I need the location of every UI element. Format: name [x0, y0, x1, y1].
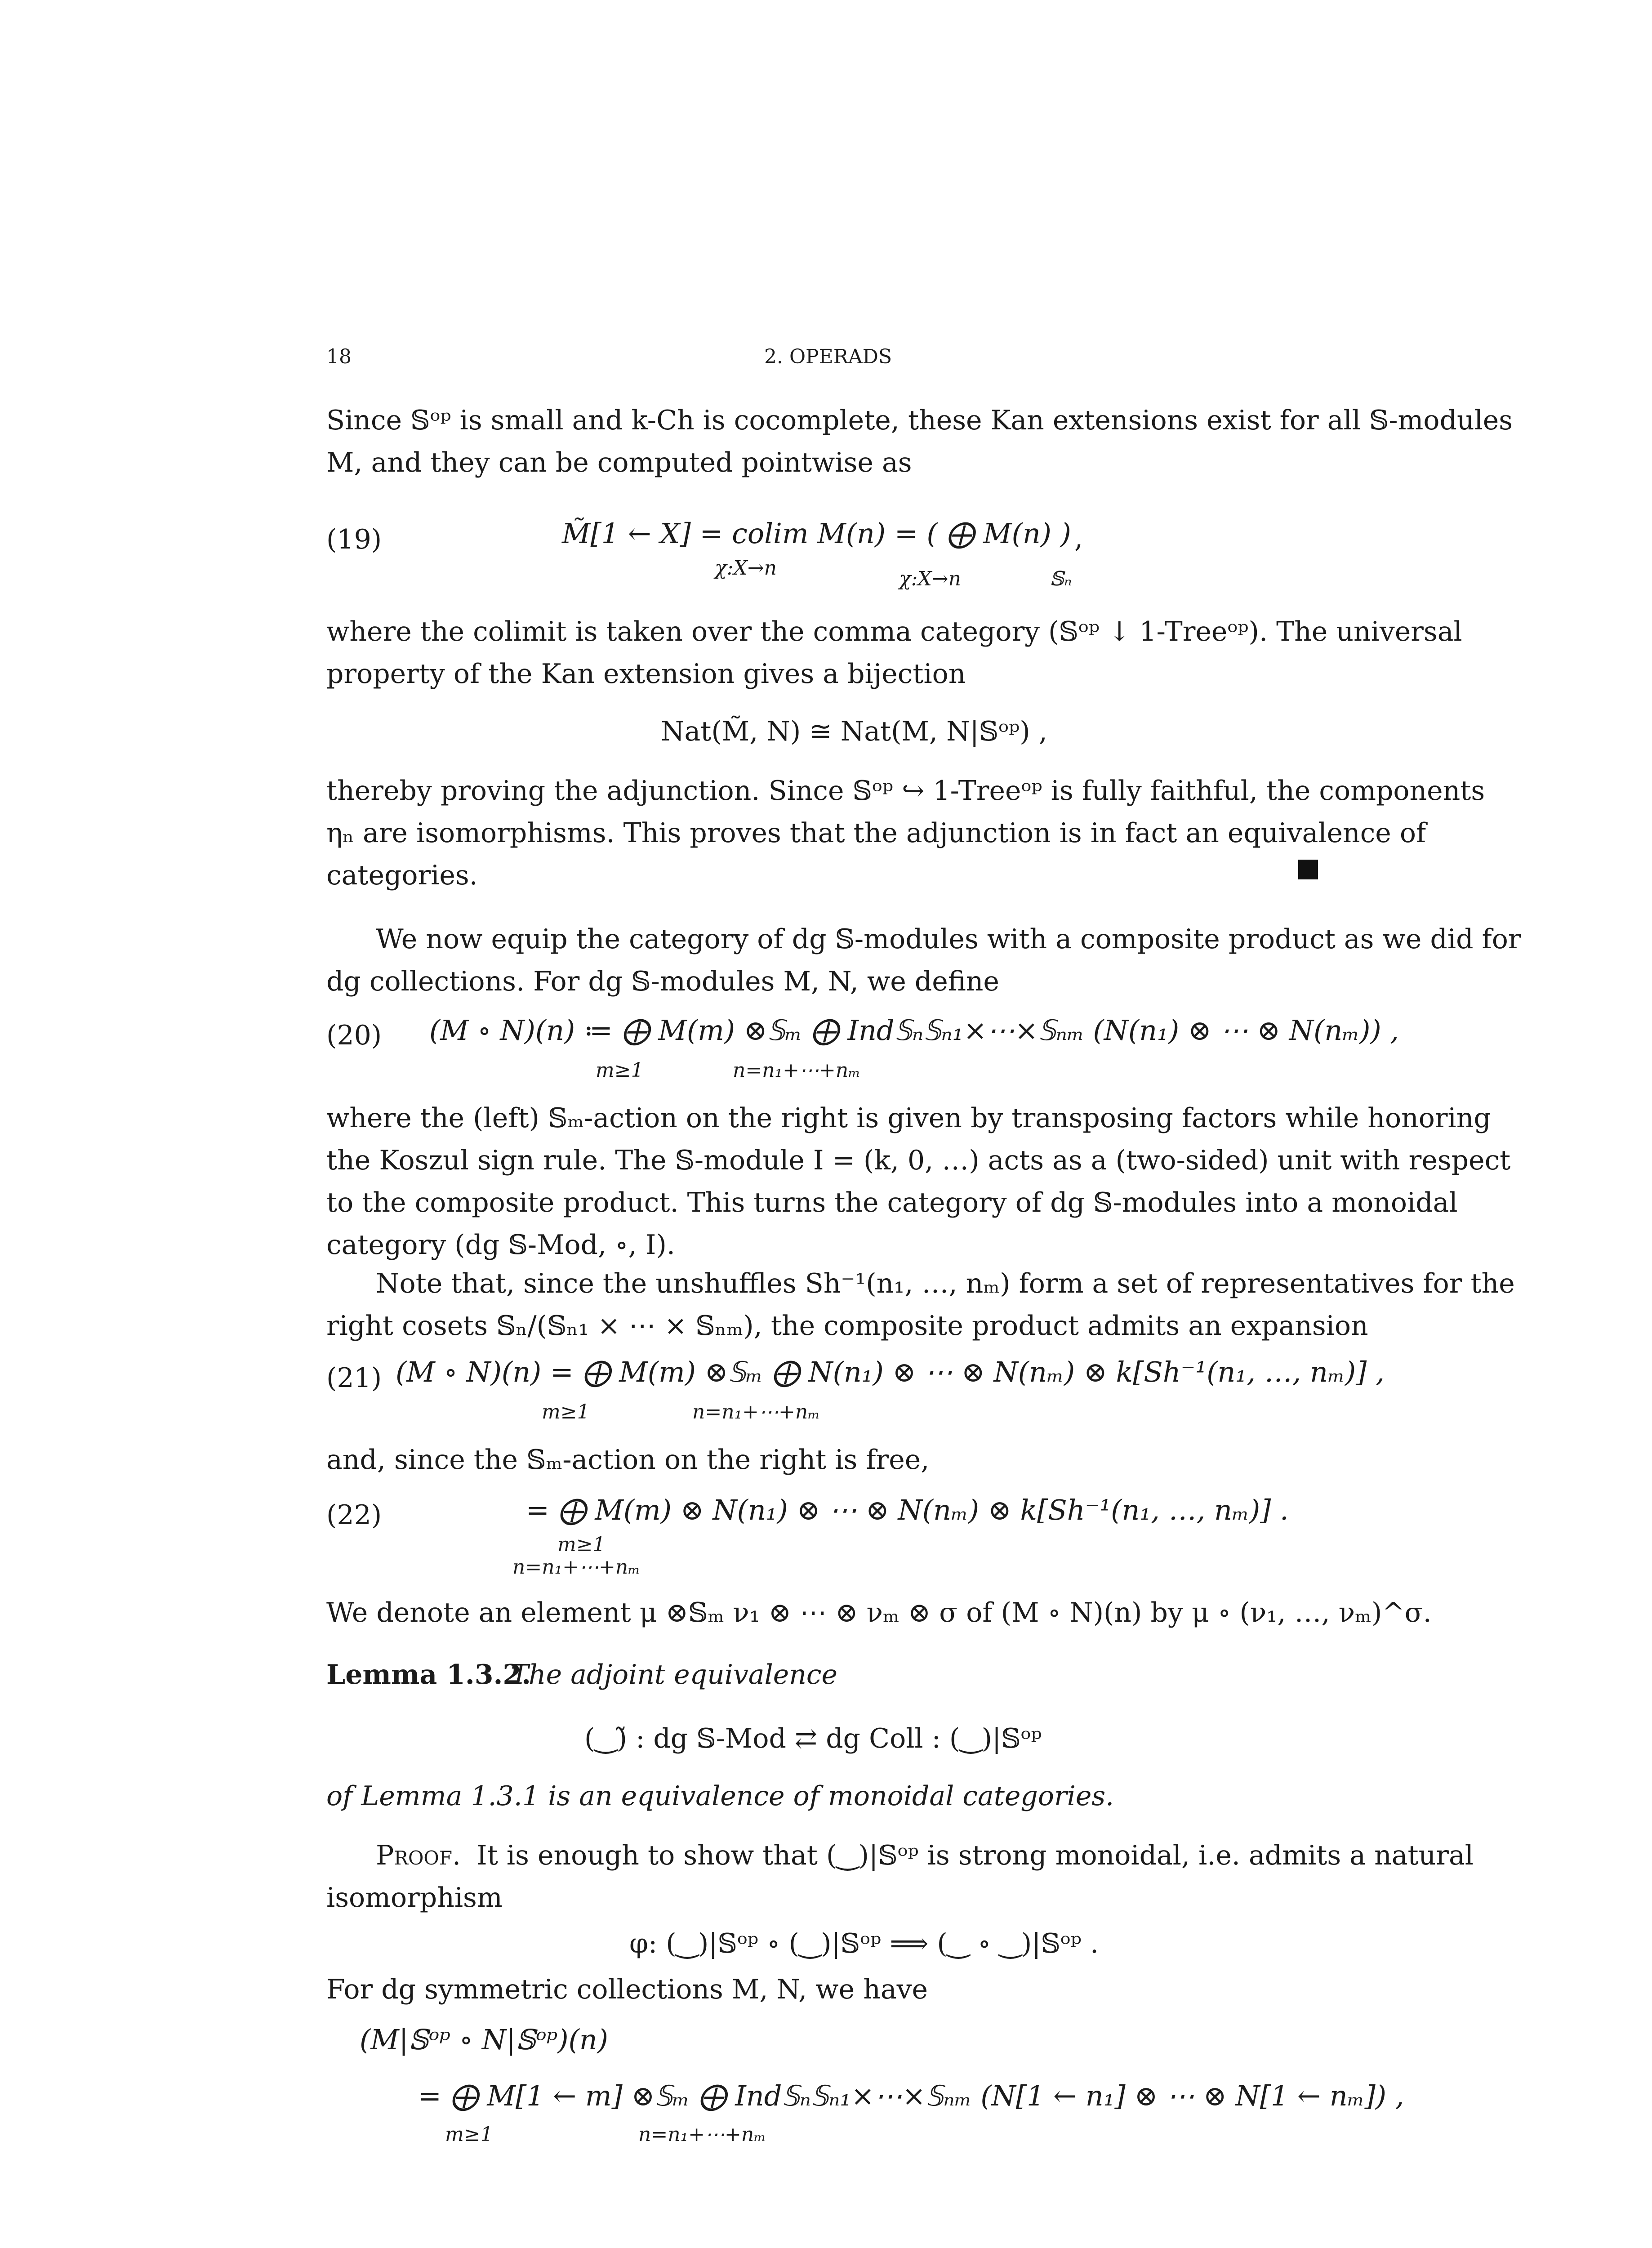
lemma-display: (‿)̃ : dg 𝕊-Mod ⇄ dg Coll : (‿)|𝕊ᵒᵖ	[584, 1723, 1042, 1754]
qed-symbol	[1298, 860, 1318, 879]
eq19-limit-colim: χ:X→n	[715, 557, 777, 580]
eq20-limit-m: m≥1	[596, 1059, 644, 1082]
p3-line2: ηₙ are isomorphisms. This proves that the adjunction is in fact an equivalence of	[326, 817, 1426, 849]
p3-line3: categories.	[326, 860, 478, 891]
eq21-number: (21)	[326, 1362, 382, 1394]
eq21-body: (M ∘ N)(n) = ⨁ M(m) ⊗𝕊ₘ ⨁ N(n₁) ⊗ ⋯ ⊗ N(nₘ) ⊗ k[Sh⁻¹(n₁, …, nₘ)] ,	[396, 1356, 1385, 1388]
eq19-limit-sum: χ:X→n	[899, 567, 962, 590]
proof-line2: isomorphism	[326, 1882, 503, 1913]
p4-line2: dg collections. For dg 𝕊-modules M, N, we define	[326, 966, 999, 997]
proof-eq-b: = ⨁ M[1 ← m] ⊗𝕊ₘ ⨁ Ind𝕊ₙ𝕊ₙ₁×⋯×𝕊ₙₘ (N[1 ← n₁] ⊗ ⋯ ⊗ N[1 ← nₘ]) ,	[418, 2079, 1404, 2112]
p6-line2: right cosets 𝕊ₙ/(𝕊ₙ₁ × ⋯ × 𝕊ₙₘ), the composite product admits an expansion	[326, 1310, 1368, 1342]
p1-line1: Since 𝕊ᵒᵖ is small and k-Ch is cocomplete, these Kan extensions exist for all 𝕊-modules	[326, 405, 1513, 436]
p5-line4: category (dg 𝕊-Mod, ∘, I).	[326, 1229, 675, 1261]
eq20-number: (20)	[326, 1020, 382, 1051]
page-number: 18	[326, 345, 352, 368]
eq21-limit-n: n=n₁+⋯+nₘ	[692, 1401, 820, 1423]
eq19-subscript: 𝕊ₙ	[1050, 567, 1072, 590]
eq19-body: M̃[1 ← X] = colim M(n) = ( ⨁ M(n) )	[562, 517, 1071, 550]
lemma-line1: The adjoint equivalence	[511, 1659, 838, 1690]
nat-bijection: Nat(M̃, N) ≅ Nat(M, N|𝕊ᵒᵖ) ,	[661, 716, 1047, 747]
running-title: 2. OPERADS	[764, 345, 892, 368]
eq22-number: (22)	[326, 1499, 382, 1531]
p5-line2: the Koszul sign rule. The 𝕊-module I = (k, 0, …) acts as a (two-sided) unit with respect	[326, 1145, 1511, 1176]
eq22-body: = ⨁ M(m) ⊗ N(n₁) ⊗ ⋯ ⊗ N(nₘ) ⊗ k[Sh⁻¹(n₁, …, nₘ)] .	[526, 1494, 1289, 1526]
proof-label: Proof.	[376, 1840, 461, 1871]
lemma-label: Lemma 1.3.2.	[326, 1659, 531, 1690]
eq20-limit-n: n=n₁+⋯+nₘ	[733, 1059, 861, 1082]
proof-display: φ: (‿)|𝕊ᵒᵖ ∘ (‿)|𝕊ᵒᵖ ⟹ (‿ ∘ ‿)|𝕊ᵒᵖ .	[629, 1928, 1099, 1959]
p2-line2: property of the Kan extension gives a bijection	[326, 658, 966, 690]
proof-line1: It is enough to show that (‿)|𝕊ᵒᵖ is strong monoidal, i.e. admits a natural	[476, 1840, 1474, 1871]
p3-line1: thereby proving the adjunction. Since 𝕊ᵒᵖ ↪ 1-Treeᵒᵖ is fully faithful, the components	[326, 775, 1485, 807]
eq20-body: (M ∘ N)(n) ≔ ⨁ M(m) ⊗𝕊ₘ ⨁ Ind𝕊ₙ𝕊ₙ₁×⋯×𝕊ₙₘ (N(n₁) ⊗ ⋯ ⊗ N(nₘ)) ,	[429, 1014, 1399, 1047]
proof-eq-limit-m: m≥1	[445, 2123, 493, 2146]
eq19-number: (19)	[326, 524, 382, 555]
p5-line3: to the composite product. This turns the category of dg 𝕊-modules into a monoidal	[326, 1187, 1458, 1218]
p7-line: and, since the 𝕊ₘ-action on the right is free,	[326, 1444, 930, 1476]
p4-line1: We now equip the category of dg 𝕊-modules with a composite product as we did for	[376, 923, 1521, 955]
proof-line3: For dg symmetric collections M, N, we have	[326, 1974, 928, 2005]
lemma-line2: of Lemma 1.3.1 is an equivalence of monoidal categories.	[326, 1780, 1114, 1812]
proof-eq-limit-n: n=n₁+⋯+nₘ	[638, 2123, 766, 2146]
p6-line1: Note that, since the unshuffles Sh⁻¹(n₁, …, nₘ) form a set of representatives for the	[376, 1268, 1515, 1299]
proof-eq-a: (M|𝕊ᵒᵖ ∘ N|𝕊ᵒᵖ)(n)	[360, 2023, 608, 2056]
p8-line: We denote an element μ ⊗𝕊ₘ ν₁ ⊗ ⋯ ⊗ νₘ ⊗ σ of (M ∘ N)(n) by μ ∘ (ν₁, …, νₘ)^σ.	[326, 1597, 1432, 1628]
eq22-limit-n: n=n₁+⋯+nₘ	[512, 1556, 641, 1579]
p2-line1: where the colimit is taken over the comma category (𝕊ᵒᵖ ↓ 1-Treeᵒᵖ). The universal	[326, 616, 1462, 647]
eq19-comma: ,	[1074, 522, 1083, 554]
p5-line1: where the (left) 𝕊ₘ-action on the right is given by transposing factors while honoring	[326, 1102, 1491, 1134]
p1-line2: M, and they can be computed pointwise as	[326, 447, 912, 478]
eq21-limit-m: m≥1	[542, 1401, 590, 1423]
eq22-limit-m: m≥1	[557, 1533, 606, 1556]
